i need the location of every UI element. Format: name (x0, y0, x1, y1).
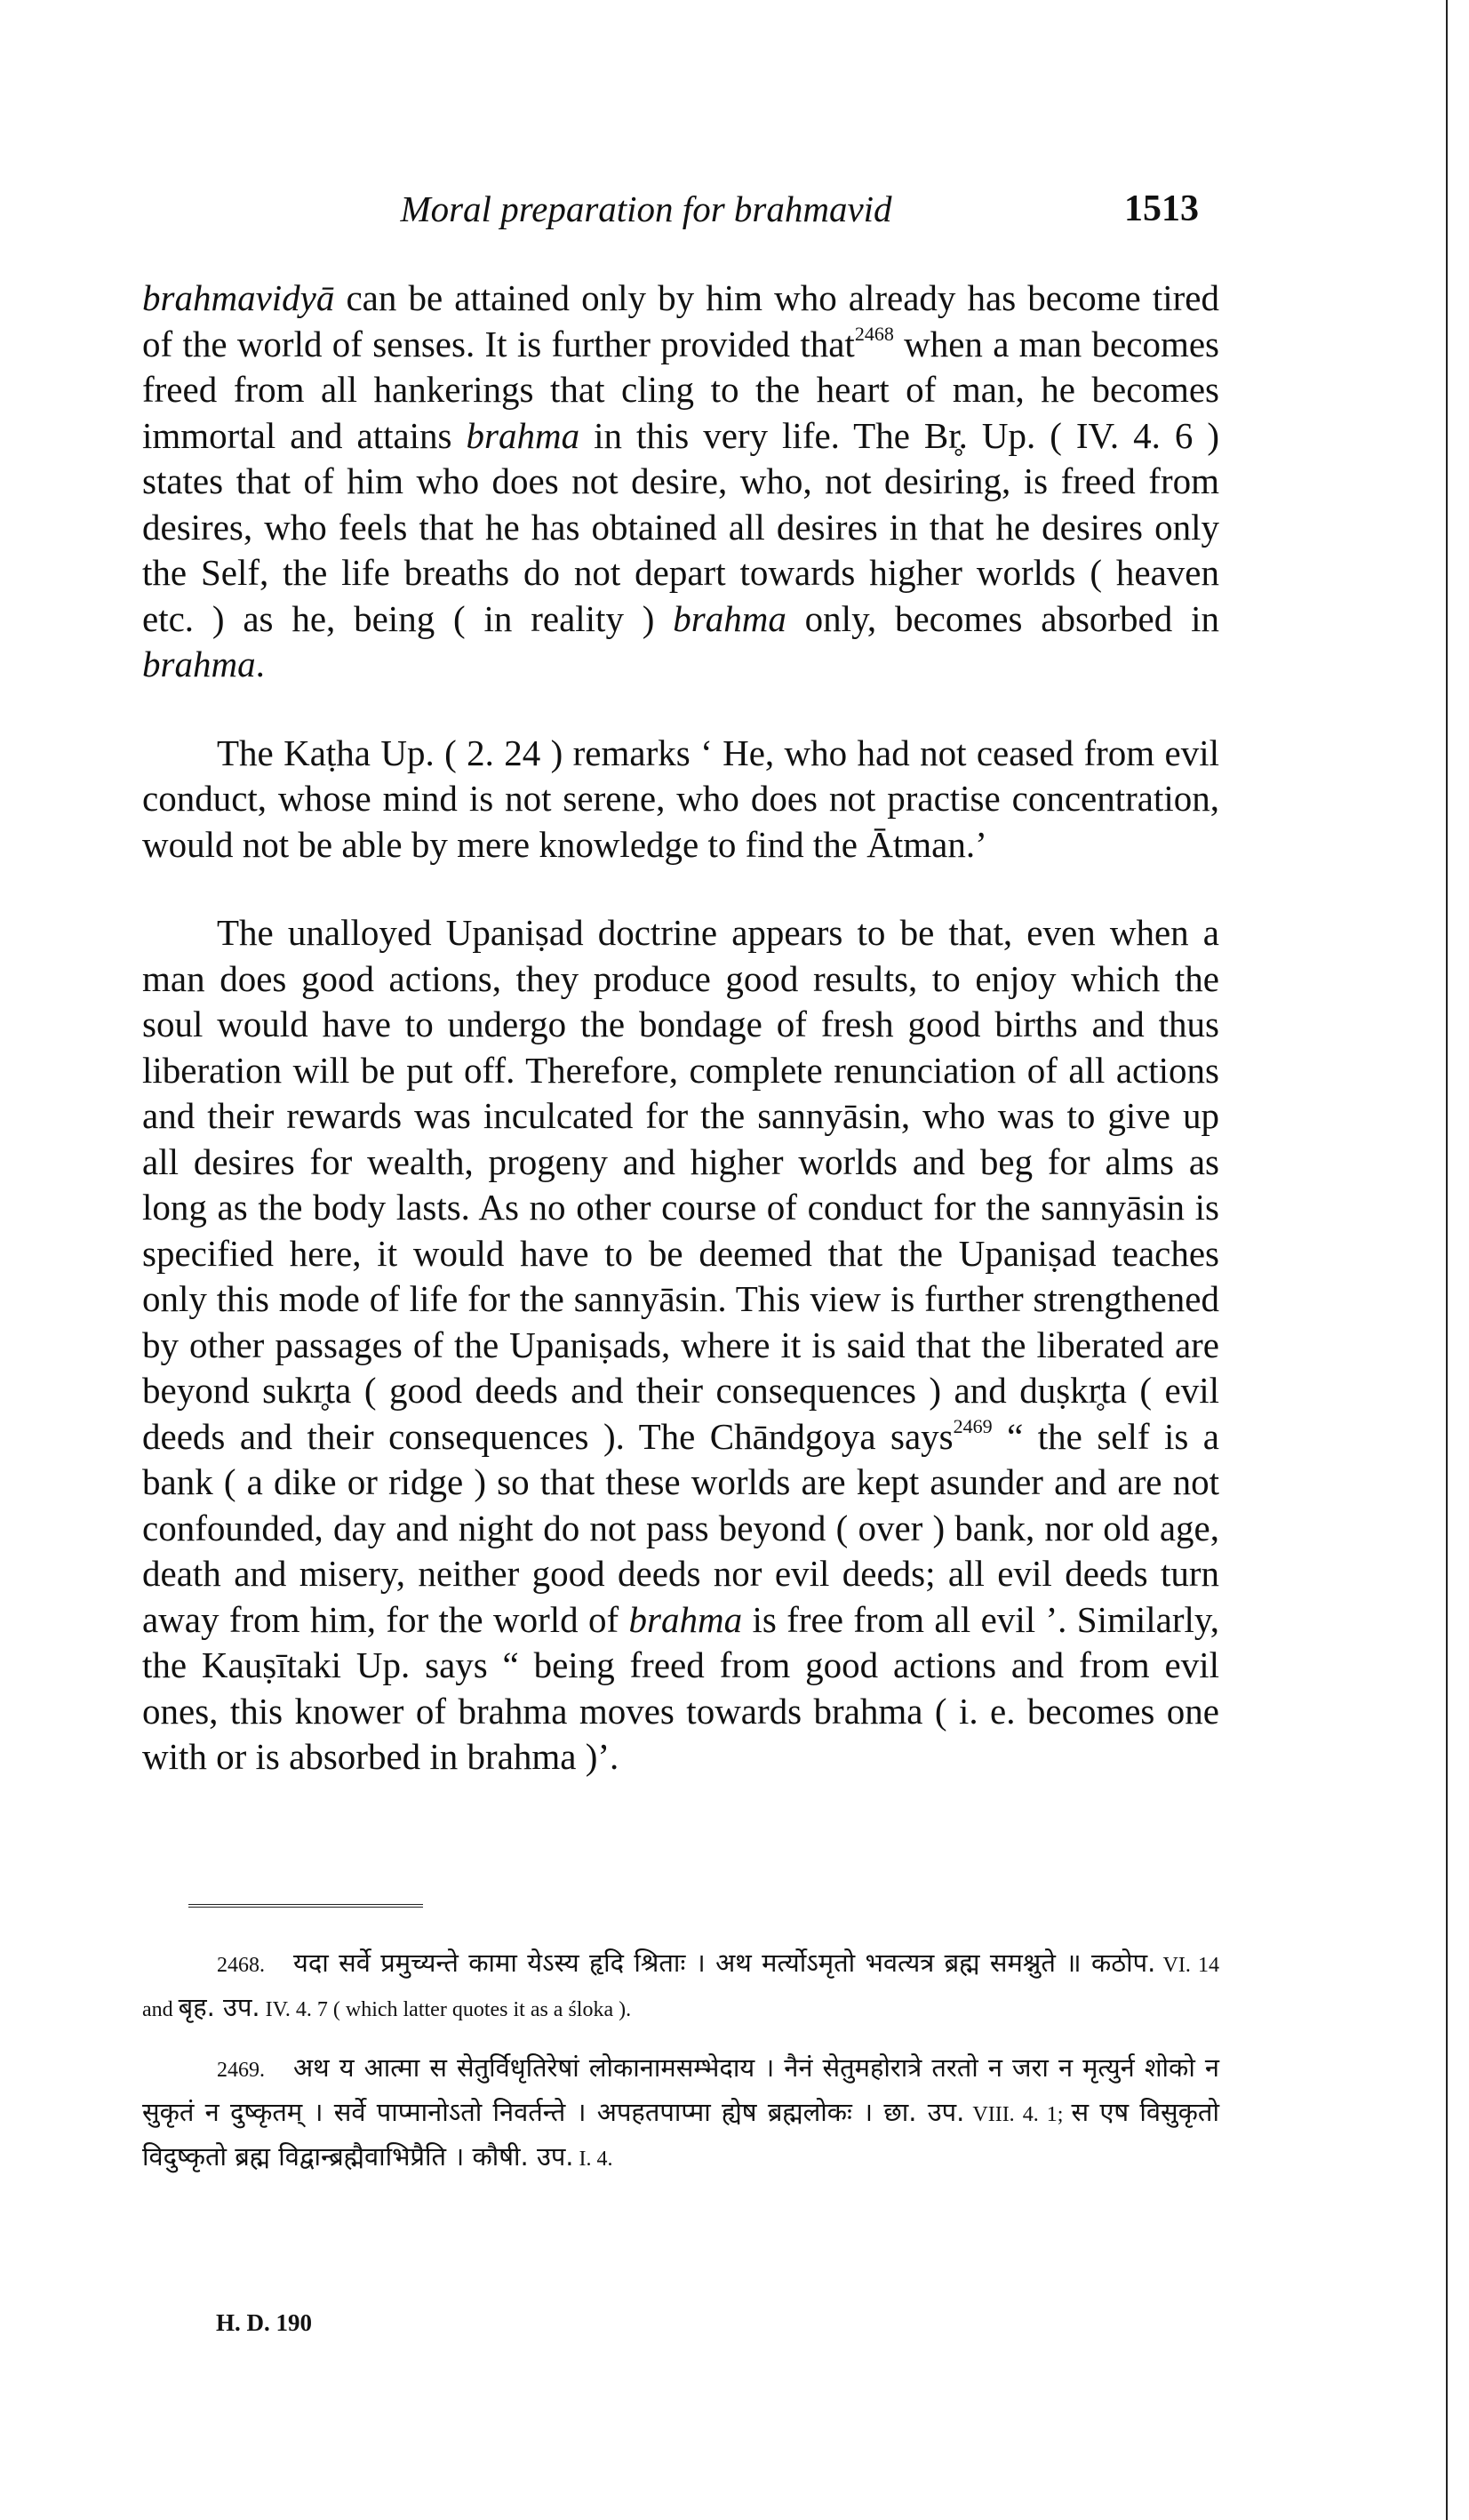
footnotes (142, 1942, 1219, 2196)
running-title: Moral preparation for brahmavid (400, 188, 892, 229)
term-brahma: brahma (628, 1598, 743, 1640)
p1-text-i: . (255, 644, 265, 684)
footnote-2468 (142, 1942, 1219, 2031)
paragraph-1 (142, 276, 1219, 688)
p3-text-d: is free from all evil ’. Similarly, the Kauṣītaki Up. says “ being freed from good actions and from evil ones, this knower of brahma moves towards brahma ( i. e. becomes one with or is absorbed in brahma )’. (142, 1598, 1220, 1777)
term-brahma: brahma (673, 597, 786, 639)
footnote-reference: I. 4. (573, 2148, 613, 2171)
footnote-sanskrit: अथ य आत्मा स सेतुर्विधृतिरेषां लोकानामसम्भेदाय । नैनं सेतुमहोरात्रे तरतो न जरा न मृत्युर्न शोको न सुकृतं न दुष्कृतम् । सर्वे पाप्मानोऽतो निवर्तन्ते । अपहतपाप्मा ह्येष ब्रह्मलोकः । छा. उप. (142, 2052, 1219, 2127)
paragraph-2: The Kaṭha Up. ( 2. 24 ) remarks ‘ He, who had not ceased from evil conduct, whose mind is not serene, who does not practise concentration, would not be able by mere knowledge to find the Ātman.’ (142, 732, 1219, 865)
term-brahma: brahma (466, 414, 580, 456)
page-number: 1513 (1124, 188, 1199, 229)
footnote-ref-2468: 2468 (854, 322, 894, 345)
footnote-2469 (142, 2047, 1219, 2180)
p1-text-c: when a man becomes freed from all hankerings that cling to the heart of man, he becomes immortal and attains (142, 323, 1219, 456)
footnote-number: 2469. (217, 2059, 265, 2082)
p3-text-b: “ the self is a bank ( a dike or ridge ) so that these worlds are kept asunder and are not confounded, day and night do not pass beyond ( over ) bank, nor old age, death and misery, neither good deeds nor evil deeds; all evil deeds turn away from him, for the world of (142, 1415, 1219, 1640)
footnote-sanskrit: बृह. उप. (178, 1992, 260, 2022)
page-edge-line (1446, 0, 1448, 2520)
term-brahma: brahma (142, 644, 256, 684)
footnote-separator (188, 1904, 423, 1908)
p1-text-b: can be attained only by him who already has become tired of the world of senses. It is further provided that (142, 277, 1219, 364)
footnote-reference: IV. 4. 7 ( which latter quotes it as a śloka ). (259, 1998, 632, 2021)
term-brahmavidya: brahmavidyā (142, 277, 335, 318)
footnote-sanskrit: यदा सर्वे प्रमुच्यन्ते कामा येऽस्य हृदि श्रिताः । अथ मर्त्योऽमृतो भवत्यत्र ब्रह्म समश्नुते ॥ कठोप. (293, 1948, 1156, 1978)
footnote-reference: VIII. 4. 1; (964, 2103, 1072, 2126)
p1-text-g: only, becomes absorbed in (786, 597, 1219, 639)
main-text (142, 276, 1219, 1780)
signature-mark: H. D. 190 (216, 2309, 312, 2336)
paragraph-3 (142, 910, 1219, 1780)
p1-text-e: in this very life. The Br̥. Up. ( IV. 4. 6 ) states that of him who does not desire, who, not desiring, is freed from desires, who feels that he has obtained all desires in that he desires only the Self, the life breaths do not depart towards higher worlds ( heaven etc. ) as he, being ( in reality ) (142, 414, 1220, 639)
footnote-ref-2469: 2469 (953, 1414, 993, 1437)
running-header (186, 182, 1234, 236)
footnote-reference: VI. 14 and (142, 1954, 1219, 2021)
footnote-number: 2468. (217, 1954, 265, 1977)
p3-text-a: The unalloyed Upaniṣad doctrine appears to be that, even when a man does good actions, they produce good results, to enjoy which the soul would have to undergo the bondage of fresh good births and thus liberation will be put off. Therefore, complete renunciation of all actions and their rewards was inculcated for the sannyāsin, who was to give up all desires for wealth, progeny and higher worlds and beg for alms as long as the body lasts. As no other course of conduct for the sannyāsin is specified here, it would have to be deemed that the Upaniṣad teaches only this mode of life for the sannyāsin. This view is further strengthened by other passages of the Upaniṣads, where it is said that the liberated are beyond sukr̥ta ( good deeds and their consequences ) and duṣkr̥ta ( evil deeds and their consequences ). The Chāndgoya says (142, 912, 1219, 1457)
footnote-sanskrit: स एष विसुकृतो विदुष्कृतो ब्रह्म विद्वान्ब्रह्मैवाभिप्रैति । कौषी. उप. (142, 2097, 1219, 2172)
